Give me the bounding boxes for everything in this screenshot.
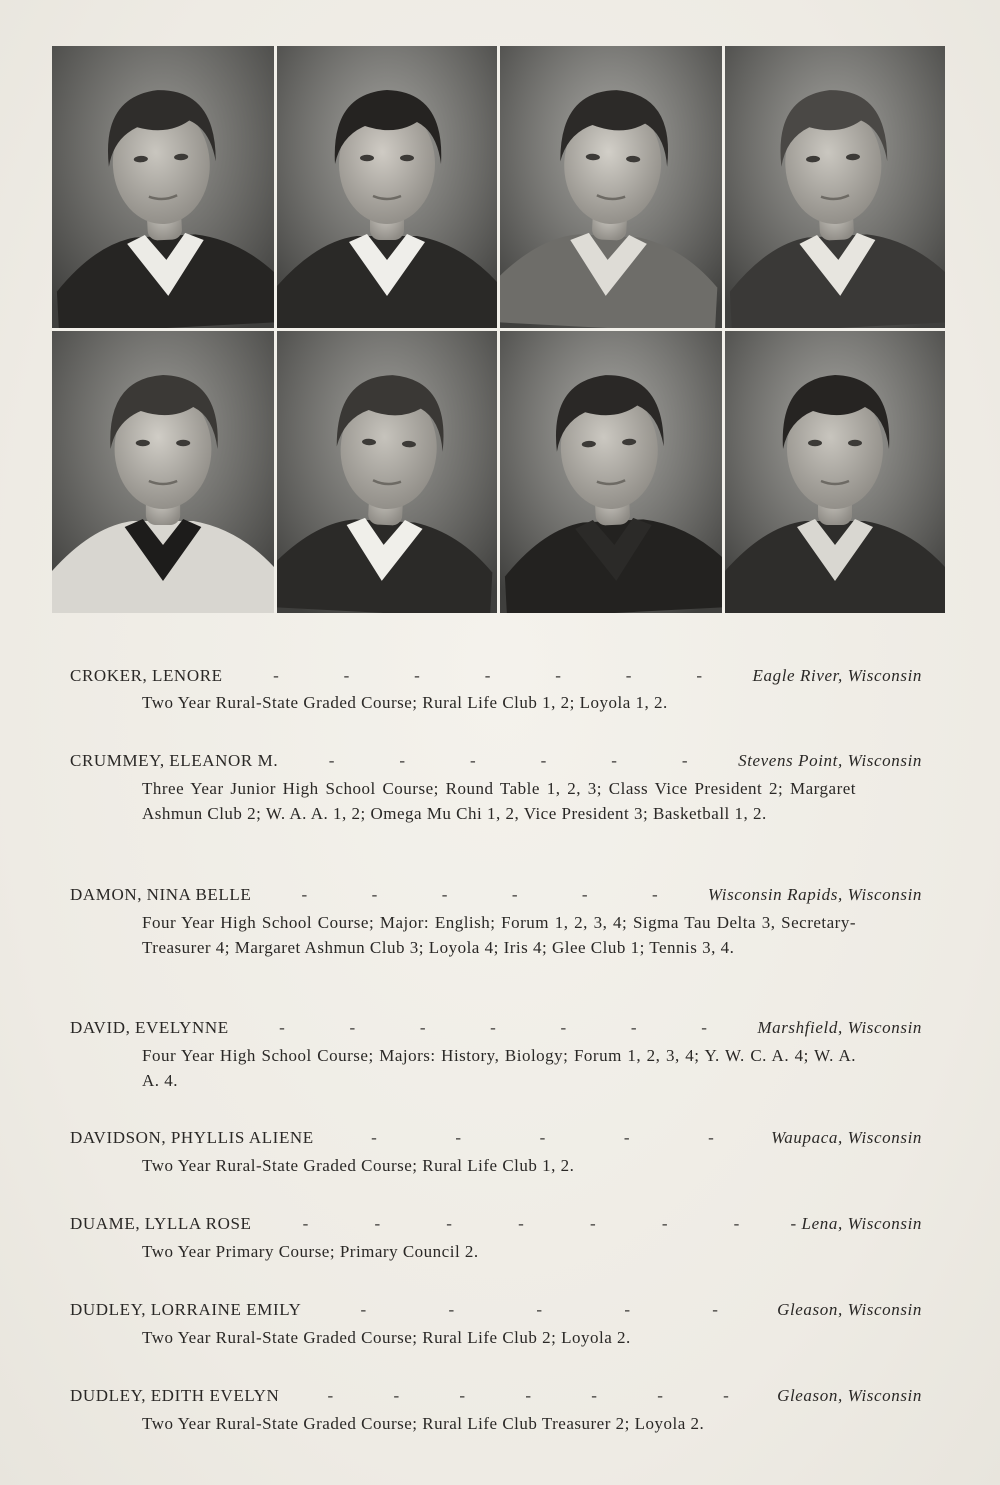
entry-heading — [70, 1128, 922, 1152]
student-given-name: NINA BELLE — [146, 885, 252, 904]
student-name — [70, 666, 223, 686]
course-details: Two Year Rural-State Graded Course; Rural Life Club 1, 2; Loyola 1, 2. — [142, 693, 668, 712]
student-surname: DUDLEY, — [70, 1300, 147, 1319]
course-details: Two Year Primary Course; Primary Council 2. — [142, 1242, 479, 1261]
portrait-photo — [500, 46, 722, 328]
leader-dashes: - - - - - - - — [273, 666, 703, 685]
hometown: Gleason, Wisconsin — [777, 1300, 922, 1319]
hometown: Eagle River, Wisconsin — [752, 666, 922, 685]
portrait-photo — [277, 331, 497, 613]
hometown: Waupaca, Wisconsin — [771, 1128, 922, 1147]
entry-heading — [70, 885, 922, 909]
student-given-name: LYLLA ROSE — [144, 1214, 252, 1233]
student-surname: DAVIDSON, — [70, 1128, 167, 1147]
student-given-name: PHYLLIS ALIENE — [170, 1128, 314, 1147]
leader-dashes: - - - - - - - — [302, 1214, 740, 1233]
leader-dashes: - - - - - - — [328, 751, 688, 770]
entry-heading — [70, 1214, 922, 1238]
student-given-name: LORRAINE EMILY — [150, 1300, 302, 1319]
entry-heading — [70, 1386, 922, 1410]
student-surname: DUAME, — [70, 1214, 141, 1233]
entry-heading — [70, 751, 922, 775]
portrait-photo — [725, 331, 945, 613]
portrait-photo — [52, 331, 274, 613]
leader-dashes: - - - - - - — [301, 885, 658, 904]
student-given-name: EDITH EVELYN — [150, 1386, 280, 1405]
student-name — [70, 1386, 279, 1406]
hometown: - Lena, Wisconsin — [790, 1214, 922, 1233]
portrait-photo — [725, 46, 945, 328]
student-surname: CROKER, — [70, 666, 148, 685]
portrait-photo — [500, 331, 722, 613]
course-details: Three Year Junior High School Course; Round Table 1, 2, 3; Class Vice President 2; Margaret Ashmun Club 2; W. A. A. 1, 2; Omega Mu Chi 1, 2, Vice President 3; Basketball 1, 2. — [142, 779, 856, 823]
course-details: Four Year High School Course; Majors: History, Biology; Forum 1, 2, 3, 4; Y. W. C. A. 4; W. A. A. 4. — [142, 1046, 856, 1090]
portrait-photo — [277, 46, 497, 328]
hometown: Gleason, Wisconsin — [777, 1386, 922, 1405]
leader-dashes: - - - - - — [360, 1300, 718, 1319]
portrait-grid — [52, 46, 945, 613]
leader-dashes: - - - - - - - — [279, 1018, 707, 1037]
student-name — [70, 1300, 301, 1320]
course-details: Two Year Rural-State Graded Course; Rural Life Club 1, 2. — [142, 1156, 575, 1175]
student-surname: DAMON, — [70, 885, 143, 904]
portrait-photo — [52, 46, 274, 328]
hometown: Stevens Point, Wisconsin — [738, 751, 922, 770]
leader-dashes: - - - - - — [371, 1128, 714, 1147]
student-given-name: EVELYNNE — [135, 1018, 229, 1037]
student-surname: DAVID, — [70, 1018, 131, 1037]
entry-heading — [70, 1300, 922, 1324]
student-surname: CRUMMEY, — [70, 751, 165, 770]
hometown: Wisconsin Rapids, Wisconsin — [707, 885, 922, 904]
course-details: Four Year High School Course; Major: English; Forum 1, 2, 3, 4; Sigma Tau Delta 3, Secretary-Treasurer 4; Margaret Ashmun Club 3; Loyola 4; Iris 4; Glee Club 1; Tennis 3, 4. — [142, 913, 856, 957]
student-given-name: LENORE — [151, 666, 223, 685]
entry-heading — [70, 666, 922, 690]
student-surname: DUDLEY, — [70, 1386, 147, 1405]
course-details: Two Year Rural-State Graded Course; Rural Life Club Treasurer 2; Loyola 2. — [142, 1414, 705, 1433]
student-name — [70, 885, 251, 905]
student-name — [70, 1018, 229, 1038]
student-given-name: ELEANOR M. — [169, 751, 279, 770]
student-name — [70, 1214, 252, 1234]
leader-dashes: - - - - - - - — [327, 1386, 729, 1405]
student-name — [70, 1128, 314, 1148]
course-details: Two Year Rural-State Graded Course; Rural Life Club 2; Loyola 2. — [142, 1328, 631, 1347]
entry-heading — [70, 1018, 922, 1042]
student-name — [70, 751, 278, 771]
hometown: Marshfield, Wisconsin — [757, 1018, 922, 1037]
